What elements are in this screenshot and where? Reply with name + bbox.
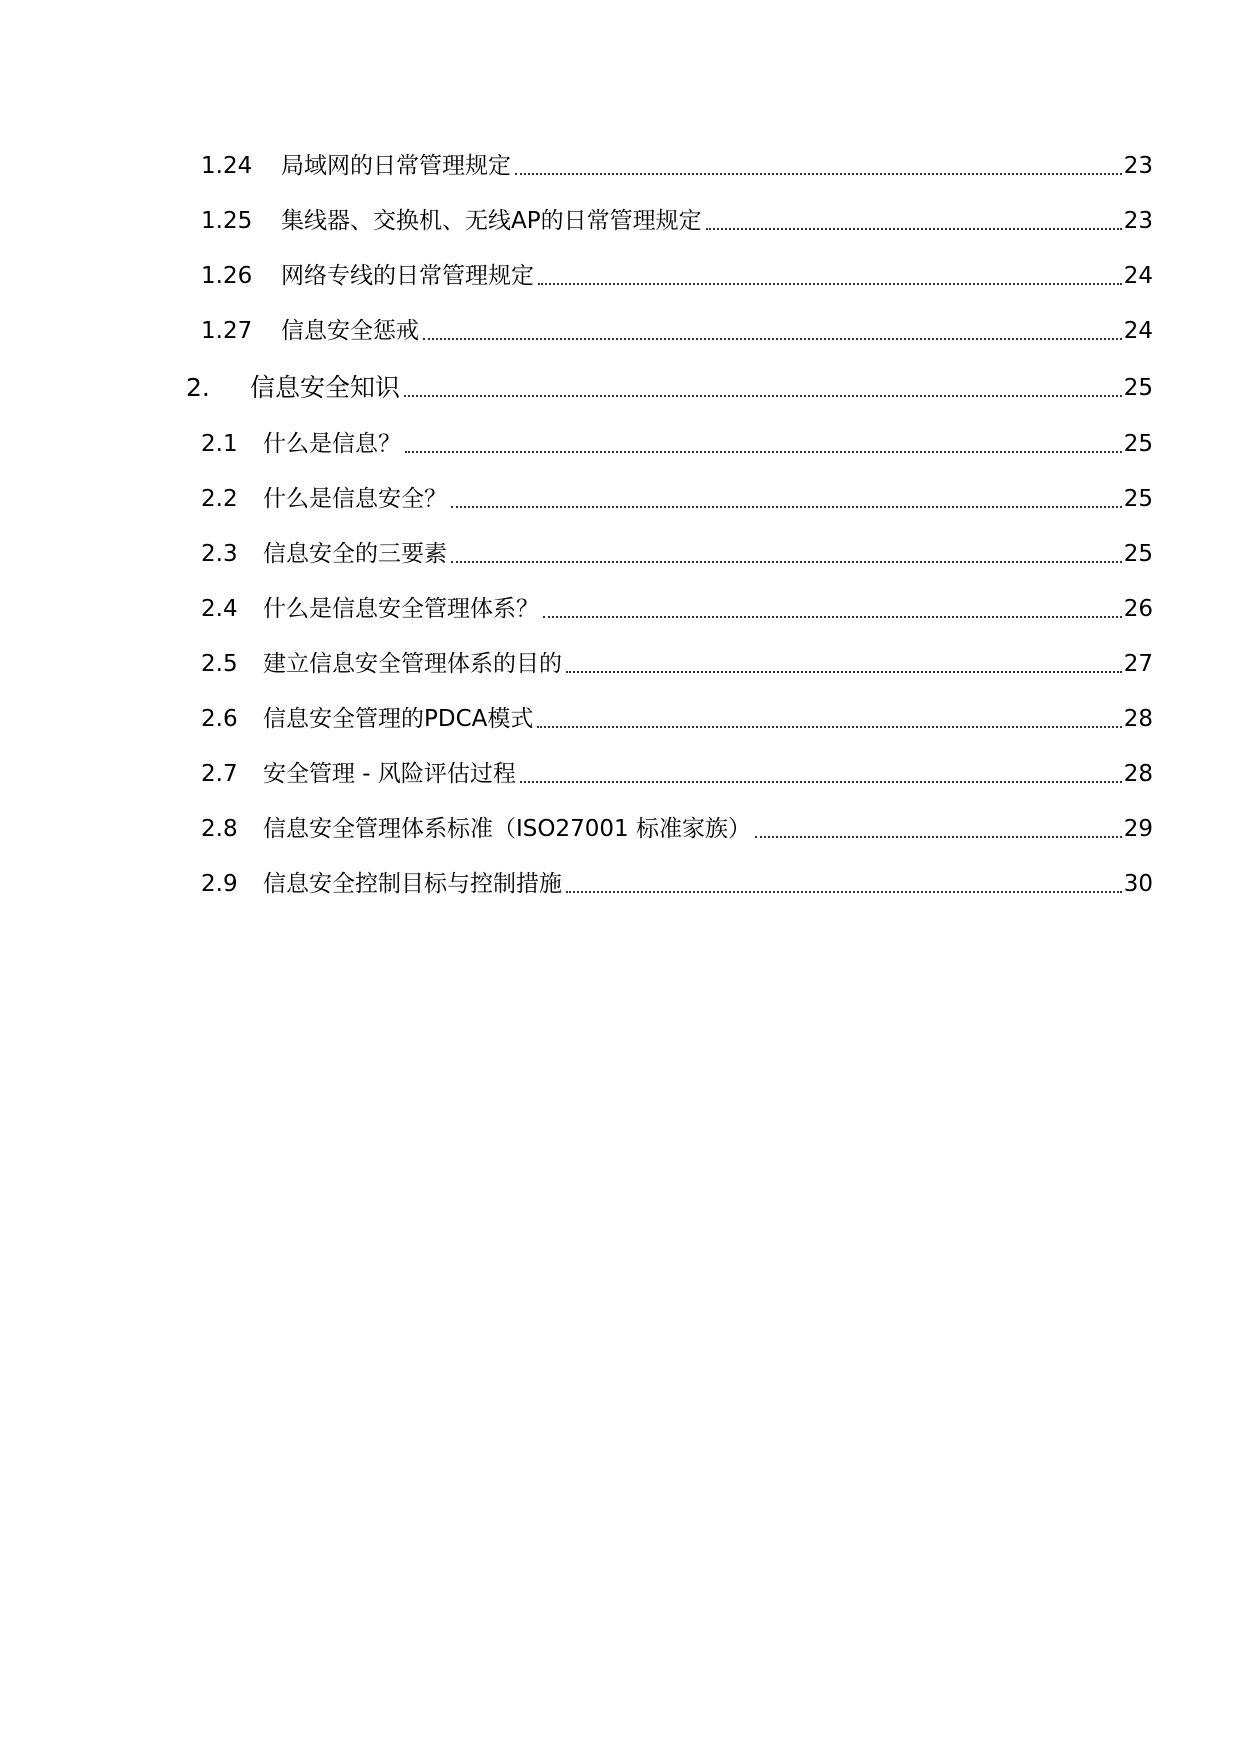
dot-leader xyxy=(543,594,1122,624)
dot-leader xyxy=(566,649,1122,679)
toc-entry-title: 信息安全管理体系标准（ISO27001 标准家族） xyxy=(263,816,751,842)
toc-entry-page: 26 xyxy=(1123,596,1153,622)
toc-entry-number: 2.9 xyxy=(201,871,238,897)
toc-entry-number: 2. xyxy=(186,373,210,402)
toc-entry-2-6[interactable] xyxy=(0,698,1241,734)
toc-entry-title: 局域网的日常管理规定 xyxy=(281,153,511,179)
dot-leader xyxy=(706,206,1122,236)
toc-entry-1-24[interactable] xyxy=(0,145,1241,181)
toc-entry-page: 27 xyxy=(1123,651,1153,677)
toc-entry-title: 集线器、交换机、无线AP的日常管理规定 xyxy=(281,208,702,234)
toc-entry-number: 2.6 xyxy=(201,706,238,732)
toc-entry-2-4[interactable] xyxy=(0,588,1241,624)
toc-entry-page: 28 xyxy=(1123,706,1153,732)
toc-entry-2-3[interactable] xyxy=(0,533,1241,569)
toc-entry-number: 1.26 xyxy=(201,263,253,289)
toc-entry-number: 2.3 xyxy=(201,541,238,567)
toc-entry-page: 25 xyxy=(1123,486,1153,512)
toc-entry-title: 什么是信息安全？ xyxy=(263,486,447,512)
dot-leader xyxy=(755,814,1122,844)
toc-entry-2-9[interactable] xyxy=(0,863,1241,899)
toc-entry-title: 信息安全的三要素 xyxy=(263,541,447,567)
toc-entry-title: 安全管理 - 风险评估过程 xyxy=(263,761,516,787)
toc-entry-2[interactable] xyxy=(0,367,1241,403)
toc-entry-title: 网络专线的日常管理规定 xyxy=(281,263,534,289)
toc-entry-page: 24 xyxy=(1123,263,1153,289)
toc-entry-title: 信息安全控制目标与控制措施 xyxy=(263,871,562,897)
toc-entry-page: 29 xyxy=(1123,816,1153,842)
toc-entry-number: 1.27 xyxy=(201,318,253,344)
toc-entry-page: 23 xyxy=(1123,153,1153,179)
toc-entry-title: 什么是信息安全管理体系？ xyxy=(263,596,539,622)
toc-entry-page: 30 xyxy=(1123,871,1153,897)
toc-entry-2-5[interactable] xyxy=(0,643,1241,679)
toc-entry-number: 1.25 xyxy=(201,208,253,234)
toc-entry-title: 信息安全惩戒 xyxy=(281,318,419,344)
toc-entry-title: 信息安全管理的PDCA模式 xyxy=(263,706,534,732)
dot-leader xyxy=(566,869,1122,899)
toc-entry-2-2[interactable] xyxy=(0,478,1241,514)
toc-entry-1-26[interactable] xyxy=(0,255,1241,291)
toc-entry-number: 2.1 xyxy=(201,431,238,457)
toc-entry-2-8[interactable] xyxy=(0,808,1241,844)
toc-entry-1-25[interactable] xyxy=(0,200,1241,236)
dot-leader xyxy=(405,429,1122,459)
toc-entry-title: 信息安全知识 xyxy=(250,373,401,402)
toc-entry-page: 28 xyxy=(1123,761,1153,787)
toc-entry-page: 25 xyxy=(1123,541,1153,567)
toc-entry-1-27[interactable] xyxy=(0,310,1241,346)
toc-entry-title: 建立信息安全管理体系的目的 xyxy=(263,651,562,677)
toc-entry-2-7[interactable] xyxy=(0,753,1241,789)
toc-entry-page: 25 xyxy=(1123,431,1153,457)
dot-leader xyxy=(451,484,1122,514)
toc-entry-page: 25 xyxy=(1123,375,1153,401)
dot-leader xyxy=(404,373,1122,403)
toc-entry-number: 2.7 xyxy=(201,761,238,787)
toc-entry-number: 2.2 xyxy=(201,486,238,512)
toc-entry-number: 1.24 xyxy=(201,153,253,179)
dot-leader xyxy=(451,539,1122,569)
dot-leader xyxy=(537,704,1121,734)
toc-entry-page: 24 xyxy=(1123,318,1153,344)
dot-leader xyxy=(538,261,1122,291)
toc-entry-2-1[interactable] xyxy=(0,423,1241,459)
toc-entry-page: 23 xyxy=(1123,208,1153,234)
dot-leader xyxy=(520,759,1122,789)
toc-entry-title: 什么是信息？ xyxy=(263,431,401,457)
dot-leader xyxy=(423,316,1122,346)
toc-entry-number: 2.4 xyxy=(201,596,238,622)
toc-entry-number: 2.5 xyxy=(201,651,238,677)
dot-leader xyxy=(515,151,1122,181)
toc-entry-number: 2.8 xyxy=(201,816,238,842)
